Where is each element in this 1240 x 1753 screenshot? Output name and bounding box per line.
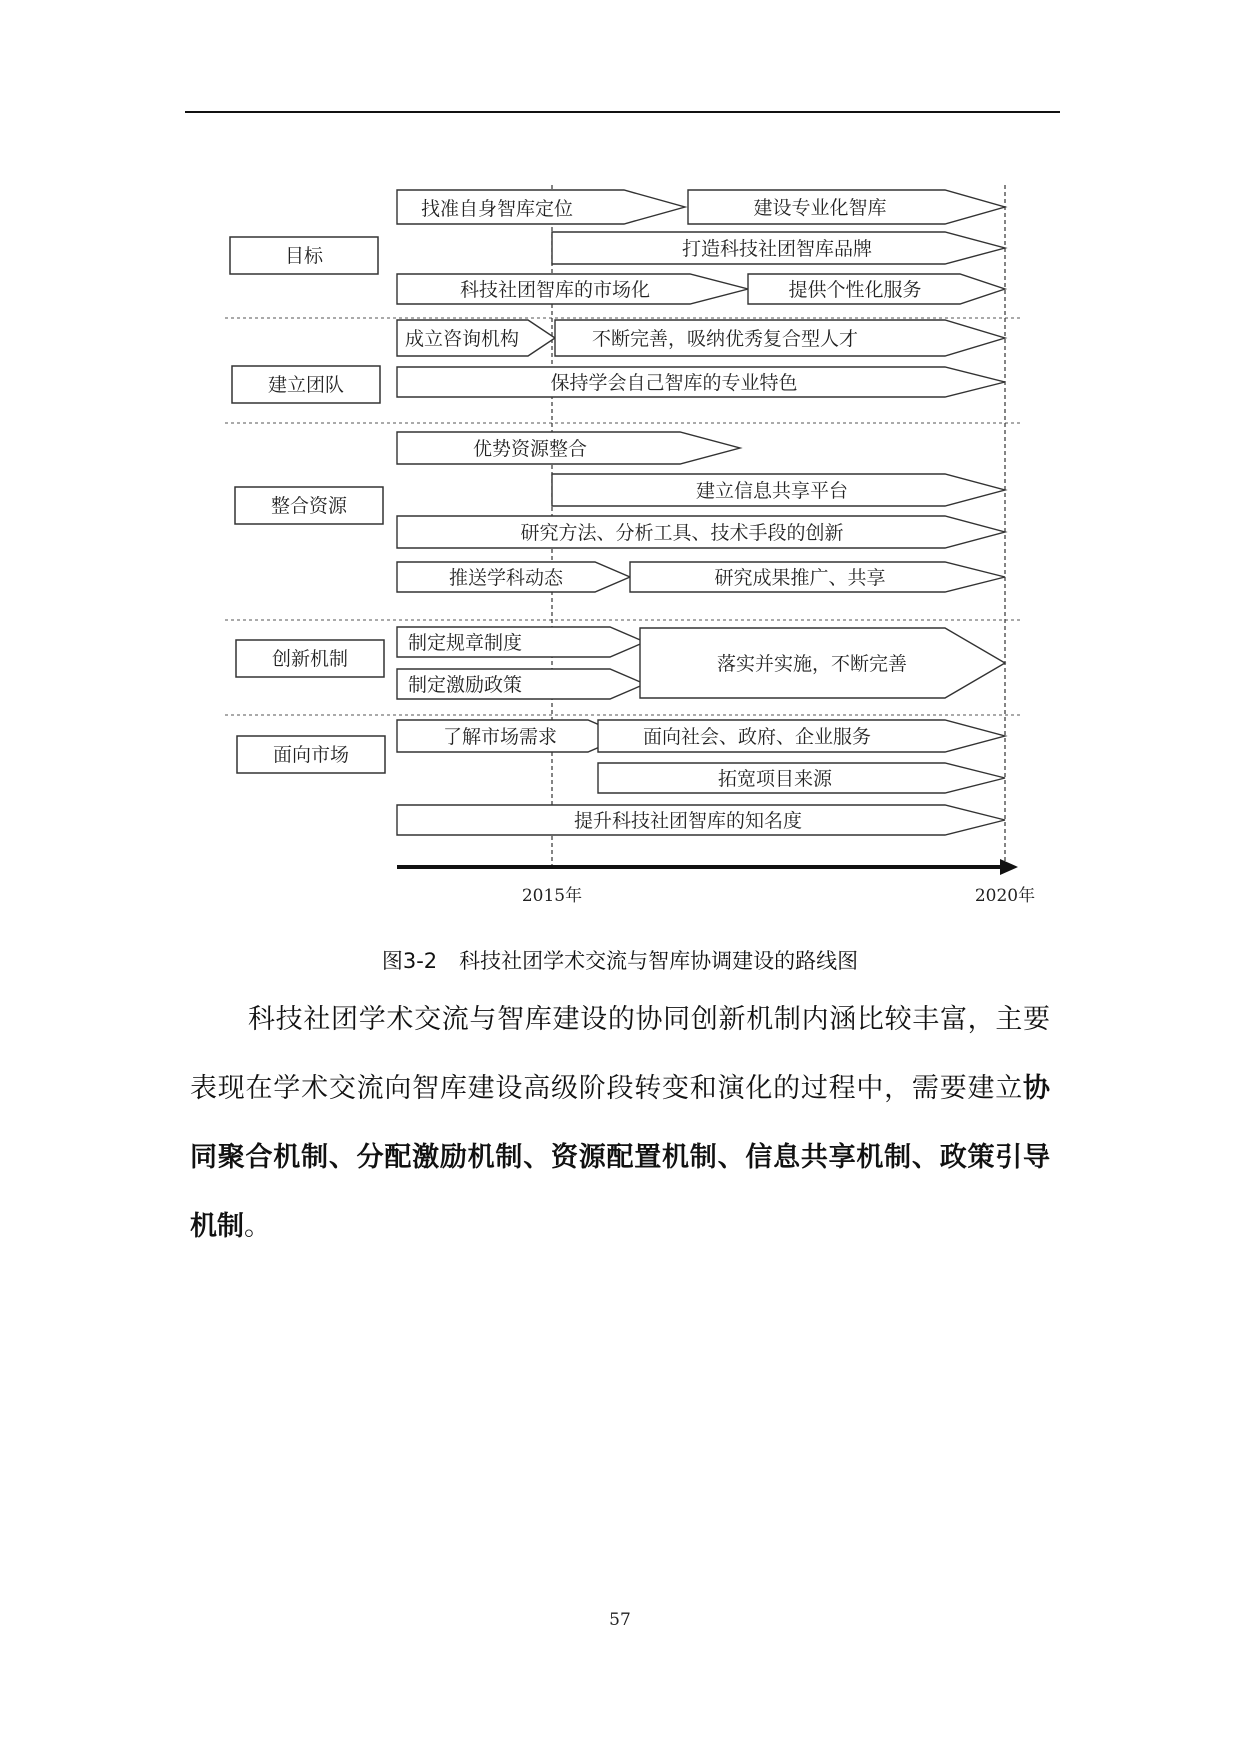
arrow-label: 制定激励政策 bbox=[408, 674, 523, 696]
arrow-label: 推送学科动态 bbox=[448, 567, 564, 589]
arrow-label: 研究成果推广、共享 bbox=[714, 567, 886, 589]
arrow-label: 研究方法、分析工具、技术手段的创新 bbox=[520, 522, 844, 544]
caption-title: 科技社团学术交流与智库协调建设的路线图 bbox=[459, 949, 859, 973]
time-axis-arrowhead bbox=[1000, 859, 1018, 875]
arrow-label: 提供个性化服务 bbox=[788, 279, 922, 301]
arrow-label: 建立信息共享平台 bbox=[695, 480, 849, 502]
body-paragraph bbox=[190, 985, 1050, 1261]
roadmap-diagram bbox=[200, 170, 1045, 920]
body-intro: 科技社团学术交流与智库建设的协同创新机制内涵比较丰富，主要表现在学术交流向智库建设高级阶段转变和演化的过程中，需要建立 bbox=[190, 1004, 1050, 1104]
arrow-label: 落实并实施，不断完善 bbox=[716, 653, 908, 675]
arrow-label: 建设专业化智库 bbox=[753, 197, 887, 219]
arrow-label: 不断完善，吸纳优秀复合型人才 bbox=[591, 328, 859, 350]
header-rule bbox=[185, 111, 1060, 113]
arrow-label: 科技社团智库的市场化 bbox=[459, 279, 651, 301]
body-end: 。 bbox=[244, 1211, 271, 1242]
arrow-label: 拓宽项目来源 bbox=[717, 768, 833, 790]
arrow-label: 成立咨询机构 bbox=[404, 328, 520, 350]
category-label: 建立团队 bbox=[267, 374, 345, 396]
category-label: 整合资源 bbox=[270, 495, 348, 517]
arrow-label: 提升科技社团智库的知名度 bbox=[573, 810, 803, 832]
category-label: 面向市场 bbox=[272, 744, 350, 766]
page-number: 57 bbox=[609, 1610, 631, 1630]
arrow-label: 面向社会、政府、企业服务 bbox=[642, 726, 872, 748]
year-label: 2015年 bbox=[521, 886, 583, 906]
year-label: 2020年 bbox=[974, 886, 1036, 906]
arrow-label: 找准自身智库定位 bbox=[420, 198, 574, 220]
arrow-label: 优势资源整合 bbox=[472, 438, 588, 460]
roadmap-figure bbox=[200, 170, 1045, 920]
body-mechanisms: 协同聚合机制、分配激励机制、资源配置机制、信息共享机制、政策引导机制 bbox=[190, 1073, 1050, 1242]
figure-caption bbox=[0, 945, 1240, 975]
arrow-label: 保持学会自己智库的专业特色 bbox=[550, 372, 798, 394]
arrow-label: 了解市场需求 bbox=[442, 726, 558, 748]
category-label: 创新机制 bbox=[271, 648, 349, 670]
arrow-label: 制定规章制度 bbox=[408, 632, 523, 654]
category-label: 目标 bbox=[284, 245, 324, 267]
arrow-label: 打造科技社团智库品牌 bbox=[681, 238, 873, 260]
caption-number: 图3-2 bbox=[381, 949, 438, 973]
